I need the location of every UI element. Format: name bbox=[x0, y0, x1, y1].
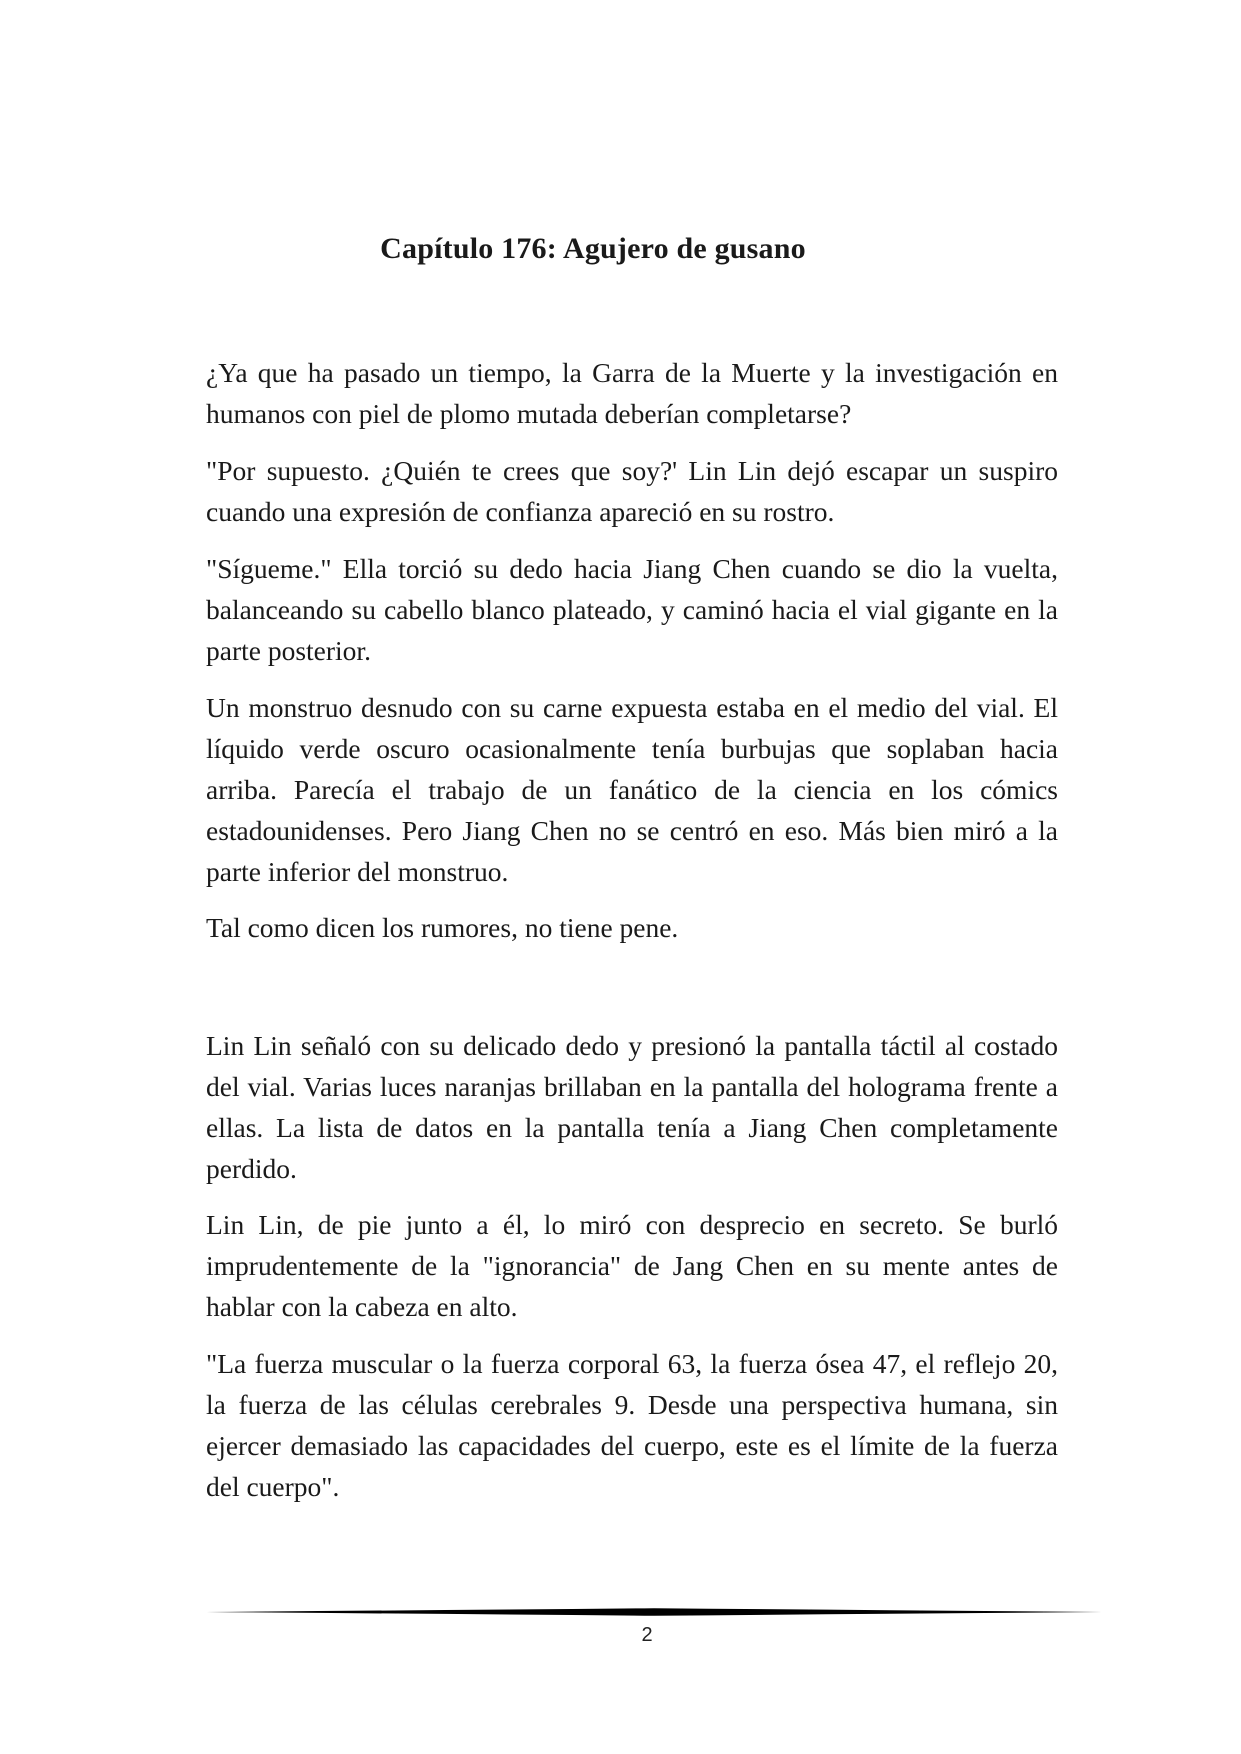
chapter-title: Capítulo 176: Agujero de gusano bbox=[380, 232, 806, 265]
paragraph-6: Lin Lin señaló con su delicado dedo y presionó la pantalla táctil al costado del vial. Varias luces naranjas brillaban en la pantalla del holograma frente a ellas. La lista de datos en la pantalla tenía a Jiang Chen completamente perdido. bbox=[206, 1030, 1058, 1184]
paragraph-3: "Sígueme." Ella torció su dedo hacia Jiang Chen cuando se dio la vuelta, balanceando su cabello blanco plateado, y caminó hacia el vial gigante en la parte posterior. bbox=[206, 553, 1058, 666]
footer-rule bbox=[206, 1607, 1102, 1617]
paragraph-2: "Por supuesto. ¿Quién te crees que soy?' Lin Lin dejó escapar un suspiro cuando una expresión de confianza apareció en su rostro. bbox=[206, 455, 1058, 527]
page-number: 2 bbox=[641, 1624, 653, 1646]
paragraph-8: "La fuerza muscular o la fuerza corporal 63, la fuerza ósea 47, el reflejo 20, la fuerza de las células cerebrales 9. Desde una perspectiva humana, sin ejercer demasiado las capacidades del cuerpo, este es el límite de la fuerza del cuerpo". bbox=[206, 1348, 1058, 1502]
paragraph-7: Lin Lin, de pie junto a él, lo miró con desprecio en secreto. Se burló imprudentemente de la "ignorancia" de Jang Chen en su mente antes de hablar con la cabeza en alto. bbox=[206, 1209, 1058, 1322]
paragraph-4: Un monstruo desnudo con su carne expuesta estaba en el medio del vial. El líquido verde oscuro ocasionalmente tenía burbujas que soplaban hacia arriba. Parecía el trabajo de un fanático de la ciencia en los cómics estadounidenses. Pero Jiang Chen no se centró en eso. Más bien miró a la parte inferior del monstruo. bbox=[206, 692, 1058, 887]
paragraph-1: ¿Ya que ha pasado un tiempo, la Garra de la Muerte y la investigación en humanos con piel de plomo mutada deberían completarse? bbox=[206, 357, 1058, 429]
paragraph-5: Tal como dicen los rumores, no tiene pene. bbox=[206, 912, 679, 943]
